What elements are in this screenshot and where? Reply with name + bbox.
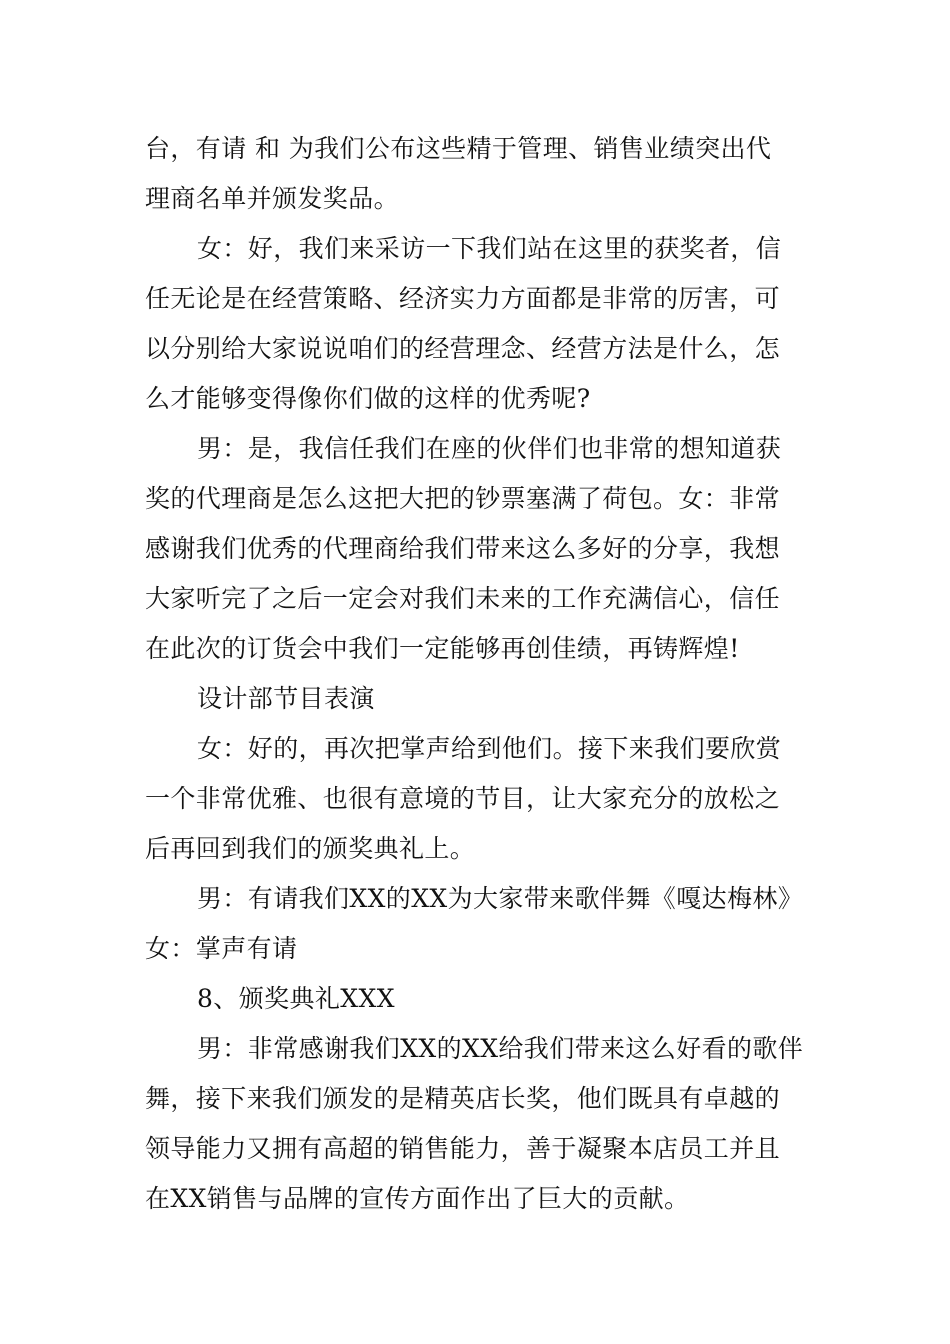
- section-heading: 设计部节目表演: [197, 684, 375, 713]
- text-line: 在此次的订货会中我们一定能够再创佳绩，再铸辉煌!: [145, 634, 740, 663]
- text-line: 领导能力又拥有高超的销售能力，善于凝聚本店员工并且: [145, 1134, 781, 1163]
- section-heading: 8、颁奖典礼XXX: [197, 984, 395, 1013]
- text-line: 台，有请 和 为我们公布这些精于管理、销售业绩突出代: [145, 134, 772, 163]
- text-line: 任无论是在经营策略、经济实力方面都是非常的厉害，可: [145, 284, 781, 313]
- text-line: 在XX销售与品牌的宣传方面作出了巨大的贡献。: [145, 1184, 690, 1213]
- paragraph-start-line: 女：好的，再次把掌声给到他们。接下来我们要欣赏: [197, 734, 782, 763]
- text-line: 大家听完了之后一定会对我们未来的工作充满信心，信任: [145, 584, 781, 613]
- paragraph-start-line: 男：是，我信任我们在座的伙伴们也非常的想知道获: [197, 434, 782, 463]
- text-line: 后再回到我们的颁奖典礼上。: [145, 834, 476, 863]
- paragraph-start-line: 男：非常感谢我们XX的XX给我们带来这么好看的歌伴: [197, 1034, 804, 1063]
- text-line: 么才能够变得像你们做的这样的优秀呢?: [145, 384, 591, 413]
- text-line: 舞，接下来我们颁发的是精英店长奖，他们既具有卓越的: [145, 1084, 781, 1113]
- text-line: 感谢我们优秀的代理商给我们带来这么多好的分享，我想: [145, 534, 781, 563]
- text-line: 奖的代理商是怎么这把大把的钞票塞满了荷包。女：非常: [145, 484, 781, 513]
- text-line: 一个非常优雅、也很有意境的节目，让大家充分的放松之: [145, 784, 781, 813]
- paragraph-start-line: 男：有请我们XX的XX为大家带来歌伴舞《嘎达梅林》: [197, 884, 804, 913]
- document-body: [145, 124, 807, 1224]
- text-line: 女：掌声有请: [145, 934, 298, 963]
- text-line: 以分别给大家说说咱们的经营理念、经营方法是什么，怎: [145, 334, 781, 363]
- text-line: 理商名单并颁发奖品。: [145, 184, 400, 213]
- paragraph-start-line: 女：好，我们来采访一下我们站在这里的获奖者，信: [197, 234, 782, 263]
